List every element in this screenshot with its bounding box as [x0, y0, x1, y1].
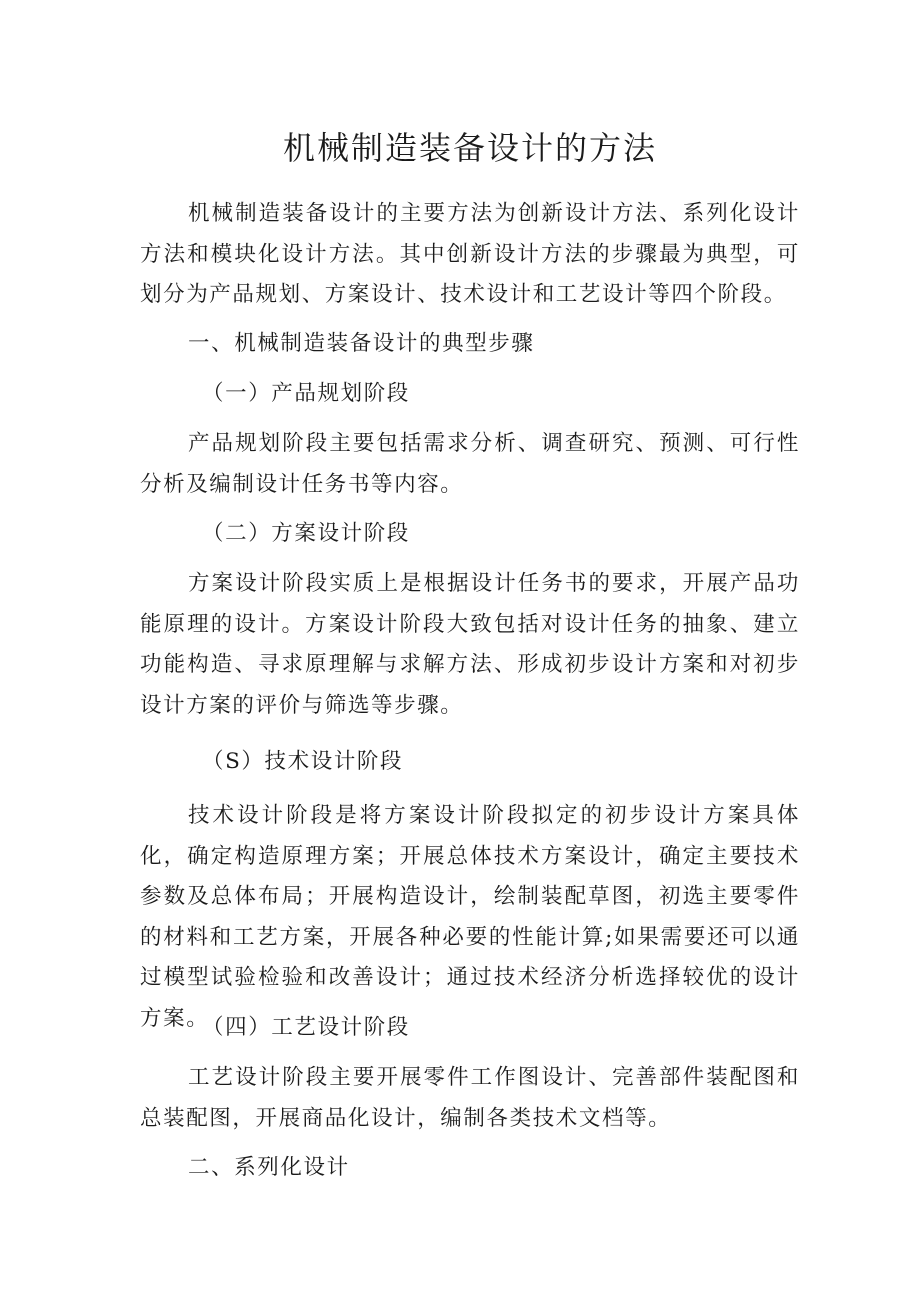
- stage2-paragraph: 方案设计阶段实质上是根据设计任务书的要求，开展产品功能原理的设计。方案设计阶段大致包括对设计任务的抽象、建立功能构造、寻求原理解与求解方法、形成初步设计方案和对初步设计方案的评价与筛选等步骤。: [140, 571, 800, 718]
- stage4-heading: （四）工艺设计阶段: [202, 1015, 410, 1040]
- stage1-heading: （一）产品规划阶段: [202, 381, 410, 406]
- document-title: 机械制造装备设计的方法: [282, 129, 657, 167]
- stage4-paragraph: 工艺设计阶段主要开展零件工作图设计、完善部件装配图和总装配图，开展商品化设计，编制各类技术文档等。: [140, 1065, 800, 1131]
- section2-heading: 二、系列化设计: [188, 1155, 350, 1180]
- stage3-paragraph: 技术设计阶段是将方案设计阶段拟定的初步设计方案具体化，确定构造原理方案；开展总体技术方案设计，确定主要技术参数及总体布局；开展构造设计，绘制装配草图，初选主要零件的材料和工艺方案，开展各种必要的性能计算;如果需要还可以通过模型试验检验和改善设计；通过技术经济分析选择较优的设计方案。: [140, 803, 800, 1031]
- section1-heading: 一、机械制造装备设计的典型步骤: [188, 331, 535, 356]
- stage3-heading: （S）技术设计阶段: [202, 749, 404, 774]
- stage2-heading: （二）方案设计阶段: [202, 521, 410, 546]
- intro-paragraph: 机械制造装备设计的主要方法为创新设计方法、系列化设计方法和模块化设计方法。其中创新设计方法的步骤最为典型，可划分为产品规划、方案设计、技术设计和工艺设计等四个阶段。: [140, 201, 800, 307]
- stage1-paragraph: 产品规划阶段主要包括需求分析、调查研究、预测、可行性分析及编制设计任务书等内容。: [140, 431, 800, 497]
